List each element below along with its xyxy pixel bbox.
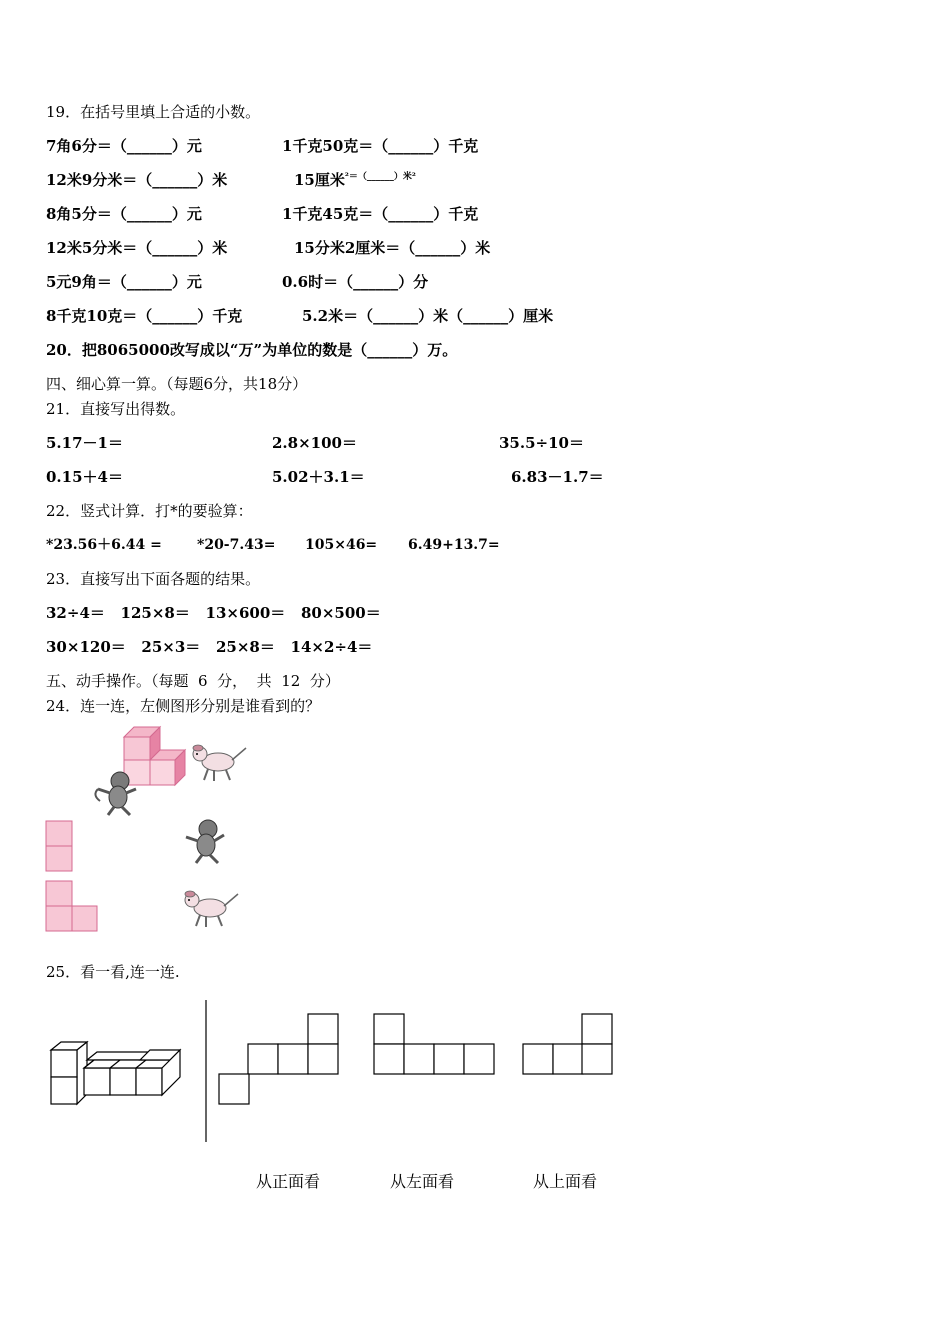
q19-r1-b: 1千克50克＝（______）千克: [282, 137, 479, 155]
section5-heading: 五、动手操作。（每题 6 分， 共 12 分）: [46, 672, 340, 690]
cube-solid-3d: [51, 1042, 180, 1104]
view-option-2: [374, 1014, 494, 1074]
caption-left-view: 从左面看: [390, 1172, 455, 1191]
q19-r5-a: 5元9角＝（______）元: [46, 273, 202, 291]
q19-r5-b: 0.6时＝（______）分: [282, 273, 429, 291]
q22-item-1: *23.56＋6.44 =: [46, 537, 162, 553]
q21-r1-c2: 2.8×100＝: [272, 434, 357, 452]
section4-heading: 四、细心算一算。（每题6分，共18分）: [46, 375, 308, 393]
q22-item-2: *20-7.43=: [197, 537, 276, 553]
q23-row-2: 30×120＝ 25×3＝ 25×8＝ 14×2÷4＝: [46, 638, 373, 656]
q19-r1-a: 7角6分＝（______）元: [46, 137, 202, 155]
q24-title: 24．连一连，左侧图形分别是谁看到的？: [46, 697, 321, 715]
q19-r4-a: 12米5分米＝（______）米: [46, 239, 228, 257]
view-option-3: [523, 1014, 612, 1074]
q19-r6-a: 8千克10克＝（______）千克: [46, 307, 243, 325]
q19-r4-b: 15分米2厘米＝（______）米: [294, 239, 491, 257]
q20-text: 20．把8065000改写成以“万”为单位的数是（______）万。: [46, 341, 458, 359]
q19-r6-b: 5.2米＝（______）米（______）厘米: [302, 307, 554, 325]
q23-title: 23．直接写出下面各题的结果。: [46, 570, 261, 588]
q19-r2-b: 15厘米$^{^2=(\_\_\_\_\_\_)米^2}$: [294, 171, 416, 189]
q21-r2-c2: 5.02＋3.1＝: [272, 468, 365, 486]
caption-front-view: 从正面看: [256, 1172, 321, 1191]
q21-r1-c1: 5.17－1＝: [46, 434, 123, 452]
q21-r1-c3: 35.5÷10＝: [499, 434, 584, 452]
q21-r2-c3: 6.83－1.7＝: [511, 468, 604, 486]
q21-r2-c1: 0.15＋4＝: [46, 468, 123, 486]
q22-item-4: 6.49+13.7=: [408, 537, 500, 553]
q22-title: 22．竖式计算．打*的要验算：: [46, 502, 253, 520]
q22-item-3: 105×46=: [305, 537, 378, 553]
view-option-1: [219, 1014, 338, 1104]
q19-title: 19．在括号里填上合适的小数。: [46, 103, 261, 121]
q23-row-1: 32÷4＝ 125×8＝ 13×600＝ 80×500＝: [46, 604, 381, 622]
caption-top-view: 从上面看: [533, 1172, 598, 1191]
q19-r2-a: 12米9分米＝（______）米: [46, 171, 228, 189]
q25-title: 25．看一看,连一连.: [46, 963, 180, 981]
q21-title: 21．直接写出得数。: [46, 400, 186, 418]
q19-r3-a: 8角5分＝（______）元: [46, 205, 202, 223]
q19-r3-b: 1千克45克＝（______）千克: [282, 205, 479, 223]
